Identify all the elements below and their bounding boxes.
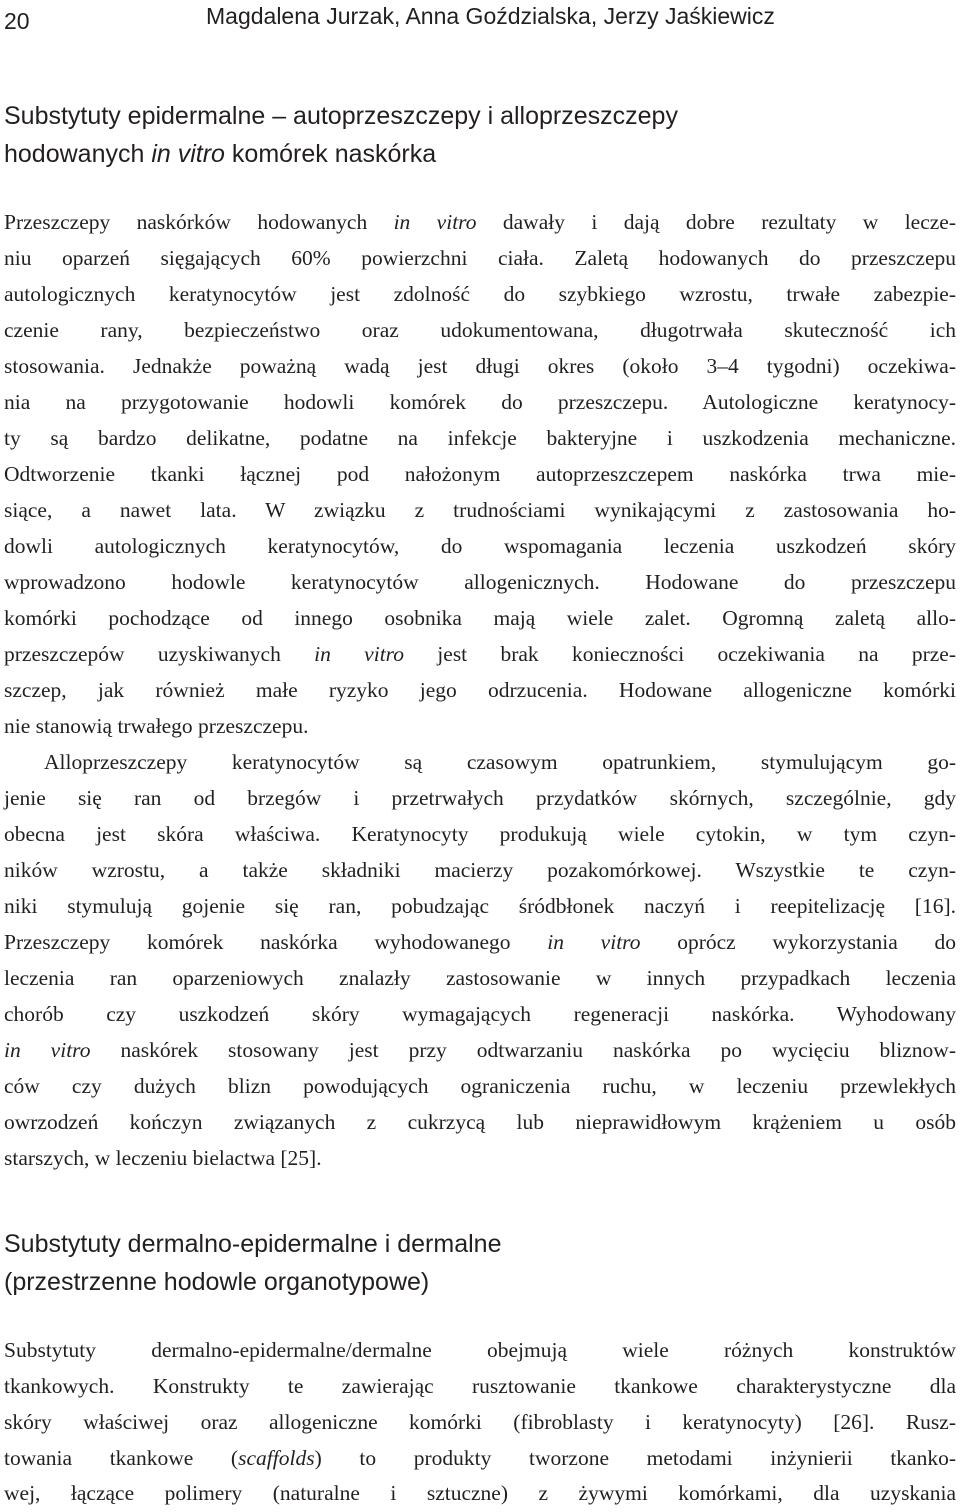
text-line: przeszczepów uzyskiwanych in vitro jest brak konieczności oczekiwania na prze- [4, 642, 956, 666]
text-line: wej, łączące polimery (naturalne i sztuczne) z żywymi komórkami, dla uzyskania [4, 1481, 956, 1505]
text-line: Przeszczepy naskórków hodowanych in vitro dawały i dają dobre rezultaty w lecze- [4, 210, 956, 234]
text-line: jenie się ran od brzegów i przetrwałych przydatków skórnych, szczególnie, gdy [4, 786, 956, 810]
text-line: Alloprzeszczepy keratynocytów są czasowym opatrunkiem, stymulującym go- [44, 750, 956, 774]
text-line: nie stanowią trwałego przeszczepu. [4, 714, 309, 738]
text-line: skóry właściwej oraz allogeniczne komórki (fibroblasty i keratynocyty) [26]. Rusz- [4, 1410, 956, 1434]
text-line: stosowania. Jednakże poważną wadą jest długi okres (około 3–4 tygodni) oczekiwa- [4, 354, 956, 378]
heading-line: hodowanych in vitro komórek naskórka [4, 140, 437, 168]
text-line: dowli autologicznych keratynocytów, do wspomagania leczenia uszkodzeń skóry [4, 534, 956, 558]
heading-line: Substytuty dermalno-epidermalne i dermalne [4, 1230, 502, 1258]
text-line: szczep, jak również małe ryzyko jego odrzucenia. Hodowane allogeniczne komórki [4, 678, 956, 702]
text-line: komórki pochodzące od innego osobnika mają wiele zalet. Ogromną zaletą allo- [4, 606, 956, 630]
text-line: obecna jest skóra właściwa. Keratynocyty produkują wiele cytokin, w tym czyn- [4, 822, 956, 846]
text-line: tkankowych. Konstrukty te zawierając rusztowanie tkankowe charakterystyczne dla [4, 1374, 956, 1398]
text-line: autologicznych keratynocytów jest zdolność do szybkiego wzrostu, trwałe zabezpie- [4, 282, 956, 306]
text-line: niki stymulują gojenie się ran, pobudzając śródbłonek naczyń i reepitelizację [16]. [4, 894, 956, 918]
text-line: owrzodzeń kończyn związanych z cukrzycą lub nieprawidłowym krążeniem u osób [4, 1110, 956, 1134]
heading-line: Substytuty epidermalne – autoprzeszczepy i alloprzeszczepy [4, 102, 678, 130]
text-line: chorób czy uszkodzeń skóry wymagających regeneracji naskórka. Wyhodowany [4, 1002, 956, 1026]
text-line: ników wzrostu, a także składniki macierzy pozakomórkowej. Wszystkie te czyn- [4, 858, 956, 882]
text-line: in vitro naskórek stosowany jest przy odtwarzaniu naskórka po wycięciu bliznow- [4, 1038, 956, 1062]
text-line: towania tkankowe (scaffolds) to produkty tworzone metodami inżynierii tkanko- [4, 1446, 956, 1470]
text-line: Substytuty dermalno-epidermalne/dermalne obejmują wiele różnych konstruktów [4, 1338, 956, 1362]
page-number: 20 [4, 8, 30, 34]
section-heading-epidermal [4, 97, 956, 173]
text-line: nia na przygotowanie hodowli komórek do przeszczepu. Autologiczne keratynocy- [4, 390, 956, 414]
text-line: czenie rany, bezpieczeństwo oraz udokumentowana, długotrwała skuteczność ich [4, 318, 956, 342]
text-line: ty są bardzo delikatne, podatne na infekcje bakteryjne i uszkodzenia mechaniczne. [4, 426, 956, 450]
text-line: siące, a nawet lata. W związku z trudnościami wynikającymi z zastosowania ho- [4, 498, 956, 522]
text-line: Odtworzenie tkanki łącznej pod nałożonym autoprzeszczepem naskórka trwa mie- [4, 462, 956, 486]
text-line: starszych, w leczeniu bielactwa [25]. [4, 1146, 322, 1170]
section-heading-dermal [4, 1225, 956, 1301]
running-header: Magdalena Jurzak, Anna Goździalska, Jerzy Jaśkiewicz [206, 3, 775, 29]
text-line: Przeszczepy komórek naskórka wyhodowanego in vitro oprócz wykorzystania do [4, 930, 956, 954]
text-line: ców czy dużych blizn powodujących ograniczenia ruchu, w leczeniu przewlekłych [4, 1074, 956, 1098]
text-line: wprowadzono hodowle keratynocytów allogenicznych. Hodowane do przeszczepu [4, 570, 956, 594]
heading-line: (przestrzenne hodowle organotypowe) [4, 1268, 430, 1296]
text-line: niu oparzeń sięgających 60% powierzchni ciała. Zaletą hodowanych do przeszczepu [4, 246, 956, 270]
text-line: leczenia ran oparzeniowych znalazły zastosowanie w innych przypadkach leczenia [4, 966, 956, 990]
